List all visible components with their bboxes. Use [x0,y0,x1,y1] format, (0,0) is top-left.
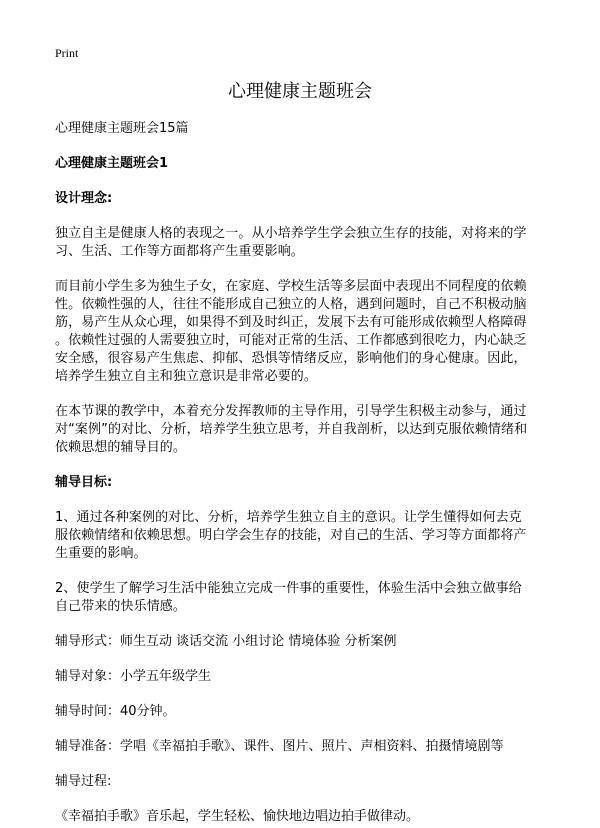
paragraph-line: 1、通过各种案例的对比、分析，培养学生独立自主的意识。让学生懂得如何去克 [55,510,522,525]
paragraph-line: 生重要的影响。 [55,546,147,561]
document-body [55,120,555,826]
section-title: 心理健康主题班会1 [55,156,169,171]
guidance-time: 辅导时间：40分钟。 [55,704,176,719]
paragraph-line: 自己带来的快乐情感。 [55,599,187,614]
design-paragraph-2 [55,278,555,386]
goal-paragraph-1 [55,509,555,563]
process-heading: 辅导过程: [55,774,112,789]
paragraph-line: 性。依赖性强的人，往往不能形成自己独立的人格，遇到问题时，自己不积极动脑 [55,297,527,312]
paragraph-line: 习、生活、工作等方面都将产生重要影响。 [55,244,304,259]
process-line: 《幸福拍手歌》音乐起，学生轻松、愉快地边唱边拍手做律动。 [55,809,420,824]
goal-paragraph-2 [55,580,555,616]
paragraph-line: 安全感，很容易产生焦虑、抑郁、恐惧等情绪反应，影响他们的身心健康。因此， [55,351,527,366]
document-subtitle: 心理健康主题班会15篇 [55,121,189,136]
paragraph-line: 。依赖性过强的人需要独立时，可能对正常的生活、工作都感到很吃力，内心缺乏 [55,333,527,348]
paragraph-line: 而目前小学生多为独生子女，在家庭、学校生活等多层面中表现出不同程度的依赖 [55,279,527,294]
paragraph-line: 2、使学生了解学习生活中能独立完成一件事的重要性，体验生活中会独立做事给 [55,581,522,596]
paragraph-line: 筋，易产生从众心理，如果得不到及时纠正，发展下去有可能形成依赖型人格障碍 [55,315,527,330]
guidance-form: 辅导形式：师生互动 谈话交流 小组讨论 情境体验 分析案例 [55,634,397,649]
paragraph-line: 培养学生独立自主和独立意识是非常必要的。 [55,369,318,384]
paragraph-line: 依赖思想的辅导目的。 [55,440,187,455]
guidance-target: 辅导对象：小学五年级学生 [55,669,212,684]
guidance-preparation: 辅导准备：学唱《幸福拍手歌》、课件、图片、照片、声相资料、拍摄情境剧等 [55,739,504,754]
print-label[interactable]: Print [55,46,79,60]
page-title: 心理健康主题班会 [228,81,372,102]
design-paragraph-1 [55,225,555,261]
design-paragraph-3 [55,403,555,457]
goals-heading: 辅导目标: [55,475,113,490]
paragraph-line: 对“案例”的对比、分析，培养学生独立思考，并自我剖析，以达到克服依赖情绪和 [55,422,528,437]
paragraph-line: 独立自主是健康人格的表现之一。从小培养学生学会独立生存的技能，对将来的学 [55,226,527,241]
design-heading: 设计理念: [55,191,113,206]
paragraph-line: 在本节课的教学中，本着充分发挥教师的主导作用，引导学生积极主动参与，通过 [55,404,527,419]
paragraph-line: 服依赖情绪和依赖思想。明白学会生存的技能，对自己的生活、学习等方面都将产 [55,528,527,543]
